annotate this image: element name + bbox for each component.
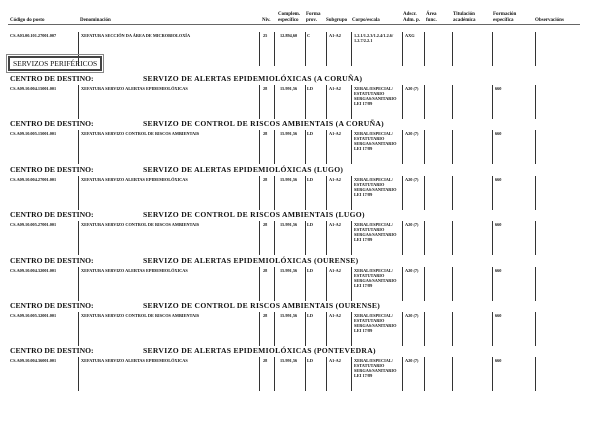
cell-formacion: 660 <box>495 86 502 91</box>
cell-code: CS.A09.10.004.36001.001 <box>10 358 57 364</box>
cell-code: CS.A09.10.004.32001.001 <box>10 267 57 273</box>
cell-adscr: A20 (7) <box>405 358 419 364</box>
cell-subgrupo: A1-A2 <box>329 131 341 137</box>
cell-formacion: 660 <box>495 358 502 364</box>
cell-forma: LD <box>307 86 313 91</box>
header-observacions: Observacións <box>535 18 564 23</box>
header-corpo: Corpo/escala <box>352 18 380 23</box>
cell-denom: XEFATURA SERVIZO ALERTAS EPIDEMIOLÓXICAS <box>81 176 188 182</box>
cell-corpo: XERAL/ESPECIAL/ ESTATUTARIO SERGAS/SANITARIO LEI 17/89 <box>354 313 397 333</box>
cell-formacion: 660 <box>495 313 502 318</box>
table-row <box>0 357 615 391</box>
centro-heading <box>10 165 610 174</box>
cell-adscr: A20 (7) <box>405 313 419 318</box>
cell-adscr: A20 (7) <box>405 131 419 137</box>
centro-label: CENTRO DE DESTINO: <box>10 346 94 356</box>
centro-title: SERVIZO DE ALERTAS EPIDEMIOLÓXICAS (A CORUÑA) <box>143 74 363 83</box>
centro-title: SERVIZO DE ALERTAS EPIDEMIOLÓXICAS (LUGO) <box>143 164 344 174</box>
centro-title: SERVIZO DE CONTROL DE RISCOS AMBIENTAIS (OURENSE) <box>143 301 381 310</box>
header-adscr: Adscr. Adm. p. <box>403 12 421 23</box>
cell-forma: LD <box>307 131 313 137</box>
table-row <box>0 85 615 119</box>
cell-adscr: A20 (7) <box>405 176 419 182</box>
cell-code: CS.A03.00.101.27001.007 <box>10 33 57 38</box>
table-row <box>0 176 615 210</box>
cell-formacion: 660 <box>495 222 502 228</box>
cell-denom: XEFATURA SERVIZO CONTROL DE RISCOS AMBIENTAIS <box>81 131 200 137</box>
cell-denom: XEFATURA SERVIZO ALERTAS EPIDEMIOLÓXICAS <box>81 267 188 273</box>
table-row <box>0 267 615 301</box>
centro-label: CENTRO DE DESTINO: <box>10 301 94 310</box>
centro-title: SERVIZO DE ALERTAS EPIDEMIOLÓXICAS (OURENSE) <box>143 255 359 265</box>
cell-niv: 25 <box>263 33 268 38</box>
cell-denom: XEFATURA SERVIZO ALERTAS EPIDEMIOLÓXICAS <box>81 358 188 364</box>
cell-denom: XEFATURA SERVIZO CONTROL DE RISCOS AMBIENTAIS <box>81 313 200 318</box>
cell-complem: 15.991,56 <box>280 222 298 228</box>
table-row <box>0 130 615 164</box>
centro-heading <box>10 301 610 310</box>
cell-niv: 28 <box>263 222 268 228</box>
centro-title: SERVIZO DE CONTROL DE RISCOS AMBIENTAIS (LUGO) <box>143 210 365 220</box>
cell-niv: 28 <box>263 358 268 364</box>
cell-corpo: XERAL/ESPECIAL/ ESTATUTARIO SERGAS/SANITARIO LEI 17/89 <box>354 267 397 288</box>
cell-adscr: A20 (7) <box>405 222 419 228</box>
cell-forma: LD <box>307 358 313 364</box>
cell-corpo: XERAL/ESPECIAL/ ESTATUTARIO SERGAS/SANITARIO LEI 17/89 <box>354 222 397 243</box>
cell-niv: 28 <box>263 86 268 91</box>
centro-heading <box>10 210 610 219</box>
centro-title: SERVIZO DE ALERTAS EPIDEMIOLÓXICAS (PONTEVEDRA) <box>143 346 376 356</box>
cell-denom: XEFATURA SECCIÓN DA ÁREA DE MICROBIOLOXÍA <box>81 33 191 38</box>
cell-code: CS.A09.10.005.15001.001 <box>10 131 57 137</box>
cell-subgrupo: A1-A2 <box>329 358 341 364</box>
cell-adscr: A20 (7) <box>405 86 419 91</box>
cell-denom: XEFATURA SERVIZO ALERTAS EPIDEMIOLÓXICAS <box>81 86 188 91</box>
cell-denom: XEFATURA SERVIZO CONTROL DE RISCOS AMBIENTAIS <box>81 222 200 228</box>
table-row <box>0 221 615 255</box>
cell-subgrupo: A1-A2 <box>329 176 341 182</box>
cell-subgrupo: A1-A2 <box>329 86 341 91</box>
cell-adscr: A20 (7) <box>405 267 419 273</box>
header-niv: Niv. <box>262 18 271 23</box>
cell-complem: 15.991,56 <box>280 86 298 91</box>
centro-label: CENTRO DE DESTINO: <box>10 255 94 265</box>
cell-complem: 15.991,56 <box>280 358 298 364</box>
cell-niv: 28 <box>263 131 268 137</box>
cell-niv: 28 <box>263 176 268 182</box>
cell-formacion: 660 <box>495 176 502 182</box>
cell-corpo: XERAL/ESPECIAL/ ESTATUTARIO SERGAS/SANITARIO LEI 17/89 <box>354 131 397 152</box>
cell-subgrupo: A1-A2 <box>329 33 341 38</box>
cell-corpo: XERAL/ESPECIAL/ ESTATUTARIO SERGAS/SANITARIO LEI 17/89 <box>354 86 397 106</box>
cell-complem: 15.991,56 <box>280 131 298 137</box>
centro-label: CENTRO DE DESTINO: <box>10 164 94 174</box>
cell-complem: 15.991,56 <box>280 313 298 318</box>
cell-niv: 28 <box>263 313 268 318</box>
centro-heading <box>10 346 610 355</box>
header-denom: Denominación <box>80 18 111 23</box>
cell-corpo: 1.2.1/1.2.3/1.2.4/1.2.6/ 1.2.7/2.2.1 <box>354 33 394 43</box>
cell-forma: LD <box>307 313 313 318</box>
section-box: SERVIZOS PERIFÉRICOS <box>8 56 102 71</box>
cell-adscr: AXG <box>405 33 415 38</box>
header-forma: Forma prov. <box>306 12 321 23</box>
centro-title: SERVIZO DE CONTROL DE RISCOS AMBIENTAIS (A CORUÑA) <box>143 119 384 129</box>
table-row <box>0 312 615 346</box>
cell-subgrupo: A1-A2 <box>329 267 341 273</box>
cell-forma: LD <box>307 176 313 182</box>
header-complem: Complem. específico <box>278 12 301 23</box>
cell-complem: 15.991,56 <box>280 176 298 182</box>
cell-corpo: XERAL/ESPECIAL/ ESTATUTARIO SERGAS/SANITARIO LEI 17/89 <box>354 358 397 379</box>
cell-corpo: XERAL/ESPECIAL/ ESTATUTARIO SERGAS/SANITARIO LEI 17/89 <box>354 176 397 197</box>
header-code: Código do posto <box>10 18 45 23</box>
cell-complem: 15.991,56 <box>280 267 298 273</box>
header-area: Área func. <box>426 12 437 23</box>
cell-code: CS.A09.10.005.32001.001 <box>10 313 57 318</box>
centro-heading <box>10 256 610 265</box>
cell-code: CS.A09.10.005.27001.001 <box>10 222 57 228</box>
cell-niv: 28 <box>263 267 268 273</box>
cell-forma: LD <box>307 267 313 273</box>
cell-subgrupo: A1-A2 <box>329 313 341 318</box>
cell-formacion: 660 <box>495 267 502 273</box>
cell-subgrupo: A1-A2 <box>329 222 341 228</box>
centro-heading <box>10 74 610 83</box>
header-titulacion: Titulación académica <box>453 12 476 23</box>
cell-formacion: 660 <box>495 131 502 137</box>
cell-complem: 12.894,60 <box>280 33 298 38</box>
centro-heading <box>10 119 610 128</box>
centro-label: CENTRO DE DESTINO: <box>10 210 94 220</box>
cell-code: CS.A09.10.004.27001.001 <box>10 176 57 182</box>
centro-label: CENTRO DE DESTINO: <box>10 119 94 129</box>
header-subgrupo: Subgrupo <box>326 18 348 23</box>
centro-label: CENTRO DE DESTINO: <box>10 74 94 83</box>
cell-forma: C <box>307 33 311 38</box>
cell-forma: LD <box>307 222 313 228</box>
header-formacion: Formación específica <box>493 12 517 23</box>
cell-code: CS.A09.10.004.15001.001 <box>10 86 57 91</box>
header-rule <box>8 24 580 25</box>
